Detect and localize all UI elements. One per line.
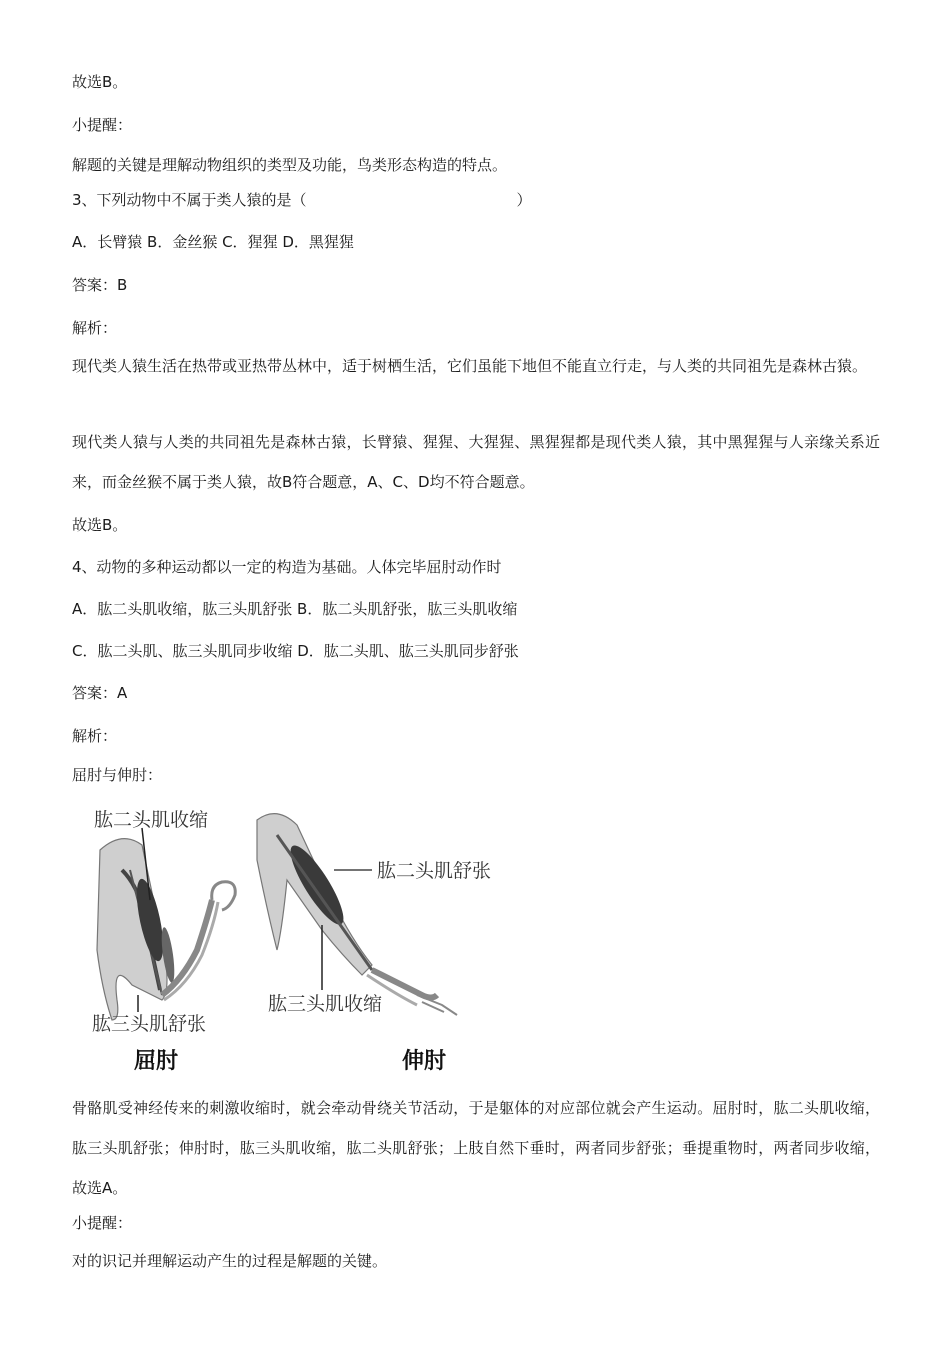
question-4-options-cd: C．肱二头肌、肱三头肌同步收缩 D．肱二头肌、肱三头肌同步舒张	[72, 642, 519, 660]
question-3-answer: 答案：B	[72, 276, 128, 294]
question-4-figure-intro: 屈肘与伸肘：	[72, 766, 163, 784]
question-4-options-ab: A．肱二头肌收缩，肱三头肌舒张 B．肱二头肌舒张，肱三头肌收缩	[72, 600, 518, 618]
question-4-answer: 答案：A	[72, 684, 128, 702]
extension-arm-illustration	[257, 814, 457, 1015]
question-4-tip-label: 小提醒：	[72, 1214, 133, 1232]
question-4-tip-text: 对的识记并理解运动产生的过程是解题的关键。	[72, 1252, 388, 1270]
text-line: 故选B。	[72, 73, 128, 91]
arm-flexion-extension-figure	[72, 790, 492, 1080]
question-3-conclusion: 故选B。	[72, 516, 128, 534]
tip-text: 解题的关键是理解动物组织的类型及功能，鸟类形态构造的特点。	[72, 156, 508, 174]
caption-flexion: 屈肘	[134, 1048, 179, 1074]
label-extension-biceps: 肱二头肌舒张	[377, 860, 492, 882]
label-flexion-triceps: 肱三头肌舒张	[92, 1013, 207, 1035]
question-3-analysis-para-1: 现代类人猿生活在热带或亚热带丛林中，适于树栖生活，它们虽能下地但不能直立行走，与人类的共同祖先是森林古猿。	[72, 357, 868, 375]
flexion-arm-illustration	[97, 828, 235, 1020]
label-extension-triceps: 肱三头肌收缩	[268, 993, 383, 1015]
question-4-stem: 4、动物的多种运动都以一定的构造为基础。人体完毕屈肘动作时	[72, 558, 502, 576]
arm-diagram	[72, 790, 492, 1080]
caption-extension: 伸肘	[402, 1048, 447, 1074]
question-3-analysis-label: 解析：	[72, 319, 118, 337]
label-flexion-biceps: 肱二头肌收缩	[94, 809, 209, 831]
question-4-analysis-label: 解析：	[72, 727, 118, 745]
question-3-analysis-para-2: 现代类人猿与人类的共同祖先是森林古猿，长臂猿、猩猩、大猩猩、黑猩猩都是现代类人猿，其中黑猩猩与人亲缘关系近来，而金丝猴不属于类人猿，故B符合题意，A、C、D均不符合题意。	[72, 433, 880, 491]
tip-label: 小提醒：	[72, 116, 133, 134]
question-3-options: A．长臂猿 B．金丝猴 C．猩猩 D．黑猩猩	[72, 233, 354, 251]
question-4-analysis-para: 骨骼肌受神经传来的刺激收缩时，就会牵动骨绕关节活动，于是躯体的对应部位就会产生运动。屈肘时，肱二头肌收缩，肱三头肌舒张；伸肘时，肱三头肌收缩，肱二头肌舒张；上肢自然下垂时，两者同步舒张；垂提重物时，两者同步收缩，故选A。	[72, 1099, 880, 1197]
question-3-stem: 3、下列动物中不属于类人猿的是（ ）	[72, 191, 532, 209]
